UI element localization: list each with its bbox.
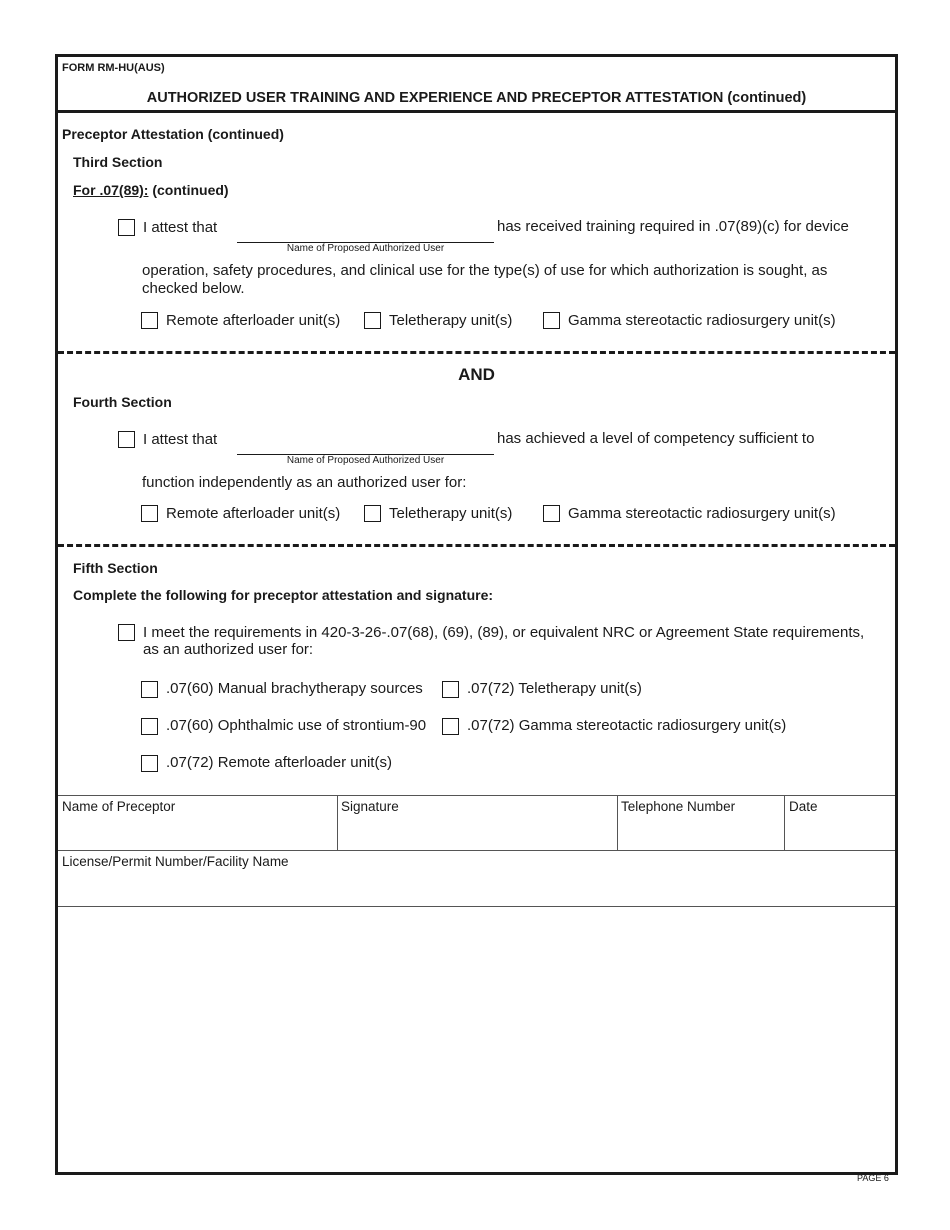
section-heading: Preceptor Attestation (continued) [62, 126, 284, 142]
fifth-remote-label: .07(72) Remote afterloader unit(s) [166, 754, 392, 771]
third-gamma-checkbox[interactable] [543, 312, 560, 329]
fourth-attest-prefix: I attest that [143, 431, 218, 448]
third-attest-checkbox[interactable] [118, 219, 135, 236]
signature-divider-2 [617, 795, 618, 850]
preceptor-name-label: Name of Preceptor [62, 799, 176, 814]
fourth-attest-suffix: has achieved a level of competency sufficient to [497, 430, 815, 447]
third-remote-label: Remote afterloader unit(s) [166, 312, 341, 329]
preceptor-name-field[interactable] [62, 799, 175, 814]
signature-divider-1 [337, 795, 338, 850]
form-frame [55, 54, 898, 1175]
signature-top-line [58, 795, 895, 796]
fifth-subheading: Complete the following for preceptor attestation and signature: [73, 587, 494, 603]
telephone-field[interactable] [621, 799, 735, 814]
third-for-label: For .07(89): [73, 182, 149, 198]
fourth-name-caption: Name of Proposed Authorized User [286, 455, 445, 466]
fourth-remote-checkbox[interactable] [141, 505, 158, 522]
fourth-teletherapy-checkbox[interactable] [364, 505, 381, 522]
form-title: AUTHORIZED USER TRAINING AND EXPERIENCE AND PRECEPTOR ATTESTATION (continued) [146, 90, 807, 106]
signature-middle-line [58, 850, 895, 851]
fourth-gamma-label: Gamma stereotactic radiosurgery unit(s) [568, 505, 836, 522]
fifth-remote-checkbox[interactable] [141, 755, 158, 772]
fourth-line2: function independently as an authorized user for: [142, 474, 467, 491]
fifth-gamma-checkbox[interactable] [442, 718, 459, 735]
third-line2: operation, safety procedures, and clinical use for the type(s) of use for which authorization is sought, as [142, 262, 828, 279]
license-label: License/Permit Number/Facility Name [62, 854, 289, 869]
third-section-heading: Third Section [73, 154, 163, 170]
third-attest-suffix: has received training required in .07(89)(c) for device [497, 218, 849, 235]
third-teletherapy-label: Teletherapy unit(s) [389, 312, 513, 329]
third-remote-checkbox[interactable] [141, 312, 158, 329]
fifth-teletherapy-label: .07(72) Teletherapy unit(s) [467, 680, 642, 697]
fifth-meet-checkbox[interactable] [118, 624, 135, 641]
dashed-divider-1 [58, 351, 895, 354]
fifth-gamma-label: .07(72) Gamma stereotactic radiosurgery unit(s) [467, 717, 787, 734]
third-teletherapy-checkbox[interactable] [364, 312, 381, 329]
fourth-gamma-checkbox[interactable] [543, 505, 560, 522]
signature-field[interactable] [341, 799, 399, 814]
fourth-section-heading: Fourth Section [73, 394, 172, 410]
fifth-teletherapy-checkbox[interactable] [442, 681, 459, 698]
license-field[interactable] [62, 854, 289, 869]
third-gamma-label: Gamma stereotactic radiosurgery unit(s) [568, 312, 836, 329]
fourth-attest-checkbox[interactable] [118, 431, 135, 448]
telephone-label: Telephone Number [621, 799, 736, 814]
fifth-ophthalmic-label: .07(60) Ophthalmic use of strontium-90 [166, 717, 427, 734]
fifth-meet-line1: I meet the requirements in 420-3-26-.07(68), (69), (89), or equivalent NRC or Agreement State requirements, [143, 624, 865, 641]
third-for-line [73, 182, 229, 198]
third-for-suffix: (continued) [152, 182, 229, 198]
fifth-meet-line2: as an authorized user for: [143, 641, 314, 658]
fifth-ophthalmic-checkbox[interactable] [141, 718, 158, 735]
date-label: Date [789, 799, 818, 814]
fourth-teletherapy-label: Teletherapy unit(s) [389, 505, 513, 522]
signature-divider-3 [784, 795, 785, 850]
third-attest-prefix: I attest that [143, 219, 218, 236]
header-divider [58, 110, 895, 113]
page-number: PAGE 6 [857, 1173, 889, 1183]
fifth-manual-brachy-checkbox[interactable] [141, 681, 158, 698]
fourth-remote-label: Remote afterloader unit(s) [166, 505, 341, 522]
and-label: AND [458, 365, 495, 384]
fifth-manual-brachy-label: .07(60) Manual brachytherapy sources [166, 680, 423, 697]
third-line3: checked below. [142, 280, 245, 297]
dashed-divider-2 [58, 544, 895, 547]
fifth-section-heading: Fifth Section [73, 560, 158, 576]
form-id: FORM RM-HU(AUS) [62, 62, 165, 74]
signature-label: Signature [341, 799, 399, 814]
date-field[interactable] [789, 799, 818, 814]
signature-bottom-line [58, 906, 895, 907]
third-name-caption: Name of Proposed Authorized User [286, 243, 445, 254]
